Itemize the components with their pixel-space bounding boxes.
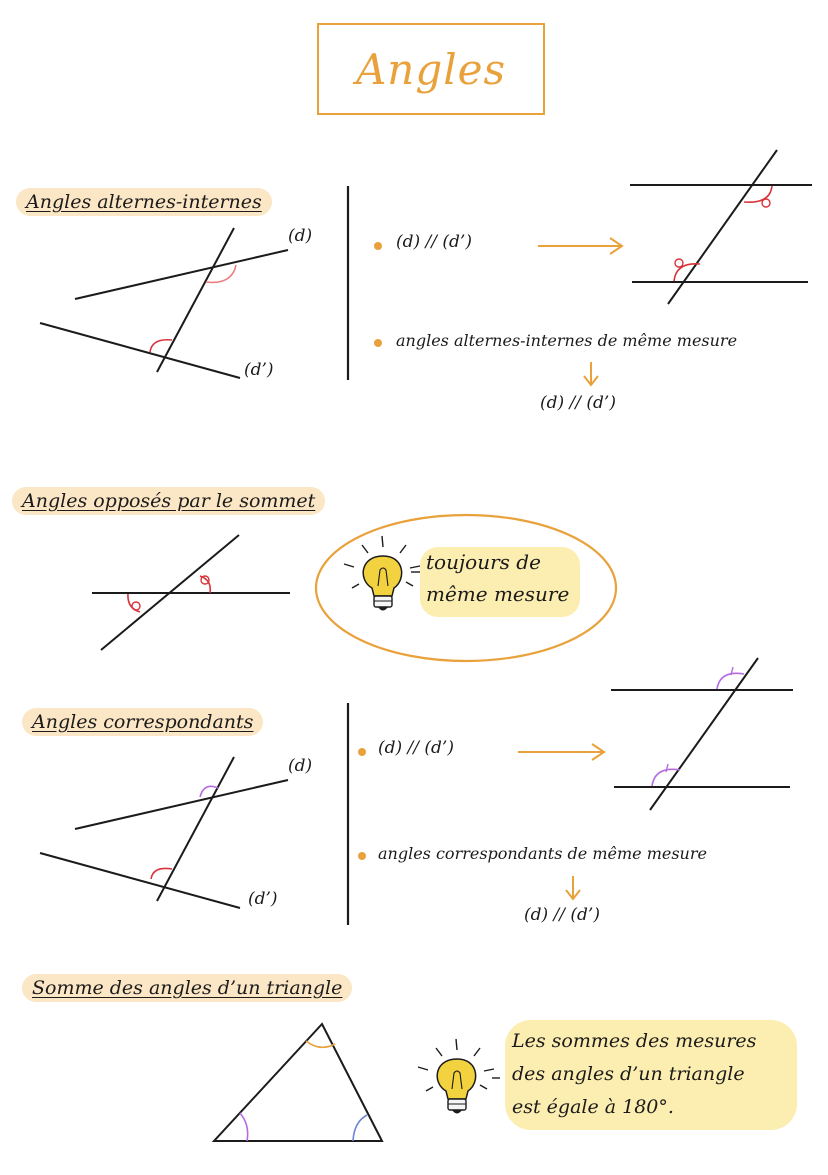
- label-dp: (d’): [248, 889, 278, 909]
- note-line: Les sommes des mesures: [512, 1030, 757, 1052]
- section-title-opposes: Angles opposés par le sommet: [12, 487, 325, 515]
- label-d: (d): [288, 756, 313, 776]
- section-title-triangle: Somme des angles d’un triangle: [22, 974, 352, 1002]
- note-line: toujours de: [426, 550, 541, 574]
- lightbulb-icon: [418, 1039, 494, 1114]
- note-line: des angles d’un triangle: [512, 1063, 745, 1085]
- conclusion-parallel: (d) // (d’): [524, 905, 600, 925]
- statement-angles: angles alternes-internes de même mesure: [396, 331, 738, 350]
- section-title-correspondants: Angles correspondants: [22, 708, 263, 736]
- note-line: même mesure: [426, 582, 570, 606]
- note-line: est égale à 180°.: [512, 1096, 674, 1118]
- statement-parallel: (d) // (d’): [378, 738, 454, 758]
- section-title-alternes: Angles alternes-internes: [16, 188, 272, 216]
- conclusion-parallel: (d) // (d’): [540, 393, 616, 413]
- statement-parallel: (d) // (d’): [396, 232, 472, 252]
- statement-angles: angles correspondants de même mesure: [378, 844, 707, 863]
- label-d: (d): [288, 226, 313, 246]
- label-dp: (d’): [244, 360, 274, 380]
- page-title: Angles: [355, 44, 507, 94]
